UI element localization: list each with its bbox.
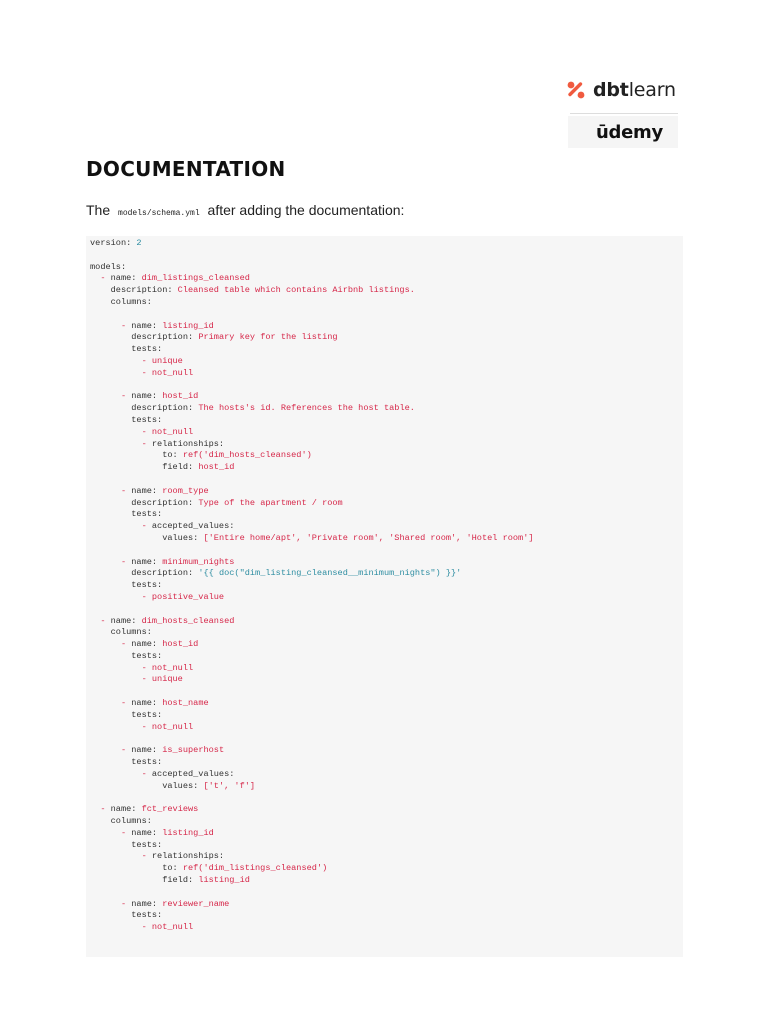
code-line: [90, 380, 534, 392]
code-token: tests:: [90, 757, 163, 768]
code-line: [90, 238, 534, 250]
code-token: to:: [90, 863, 183, 874]
code-block: [86, 236, 683, 957]
code-token: tests:: [90, 509, 163, 520]
code-token: ['Entire home/apt', 'Private room', 'Shared room', 'Hotel room']: [203, 532, 534, 543]
code-token: name:: [131, 556, 163, 567]
code-token: columns:: [90, 816, 152, 827]
code-token: - positive_value: [90, 591, 225, 602]
code-line: [90, 368, 534, 380]
code-token: ['t', 'f']: [203, 780, 256, 791]
code-token: -: [90, 391, 132, 402]
code-token: Cleansed table which contains Airbnb listings.: [177, 285, 415, 296]
code-token: '{{ doc("dim_listing_cleansed__minimum_nights") }}': [198, 568, 462, 579]
code-line: [90, 533, 534, 545]
intro-after: after adding the documentation:: [207, 202, 405, 218]
logo-divider: [570, 113, 678, 114]
code-token: -: [90, 438, 152, 449]
code-token: tests:: [90, 650, 163, 661]
yaml-code: [90, 238, 534, 934]
code-token: -: [90, 898, 132, 909]
code-token: description:: [90, 568, 199, 579]
code-line: [90, 580, 534, 592]
code-line: [90, 321, 534, 333]
code-token: minimum_nights: [162, 556, 235, 567]
code-line: [90, 439, 534, 451]
code-token: tests:: [90, 839, 163, 850]
code-token: -: [90, 745, 132, 756]
code-line: [90, 498, 534, 510]
code-token: name:: [131, 485, 163, 496]
code-line: [90, 450, 534, 462]
code-token: -: [90, 320, 132, 331]
dbt-logo-icon: [566, 80, 586, 100]
code-line: [90, 391, 534, 403]
code-line: [90, 250, 534, 262]
code-token: name:: [110, 615, 142, 626]
code-line: [90, 568, 534, 580]
code-token: dim_hosts_cleansed: [141, 615, 235, 626]
code-line: [90, 710, 534, 722]
code-token: tests:: [90, 910, 163, 921]
code-token: values:: [90, 532, 204, 543]
code-token: tests:: [90, 580, 163, 591]
code-line: [90, 427, 534, 439]
code-token: host_name: [162, 698, 209, 709]
code-line: [90, 828, 534, 840]
code-token: name:: [131, 391, 163, 402]
code-token: relationships:: [151, 851, 225, 862]
code-token: name:: [131, 745, 163, 756]
code-token: relationships:: [151, 438, 225, 449]
code-line: [90, 262, 534, 274]
code-token: -: [90, 827, 132, 838]
code-token: -: [90, 804, 111, 815]
code-token: tests:: [90, 414, 163, 425]
code-token: description:: [90, 285, 178, 296]
code-token: is_superhost: [162, 745, 225, 756]
code-token: version:: [90, 238, 137, 248]
code-line: [90, 899, 534, 911]
code-line: [90, 285, 534, 297]
dbtlearn-wordmark: dbtlearn: [593, 79, 676, 101]
code-token: columns:: [90, 296, 152, 307]
code-line: [90, 733, 534, 745]
intro-text: [86, 202, 404, 218]
code-token: listing_id: [162, 320, 214, 331]
udemy-wordmark: ūdemy: [596, 121, 663, 143]
code-line: [90, 521, 534, 533]
code-token: -: [90, 521, 152, 532]
code-token: - unique: [90, 355, 183, 366]
code-line: [90, 722, 534, 734]
code-token: listing_id: [162, 827, 214, 838]
code-line: [90, 863, 534, 875]
code-token: ref('dim_listings_cleansed'): [182, 863, 328, 874]
code-token: columns:: [90, 627, 152, 638]
code-token: - unique: [90, 674, 183, 685]
code-line: [90, 592, 534, 604]
code-token: - not_null: [90, 922, 194, 933]
code-line: [90, 875, 534, 887]
code-token: -: [90, 768, 152, 779]
code-token: fct_reviews: [141, 804, 199, 815]
code-line: [90, 769, 534, 781]
code-line: [90, 273, 534, 285]
code-token: -: [90, 851, 152, 862]
code-line: [90, 922, 534, 934]
code-token: -: [90, 615, 111, 626]
code-token: -: [90, 639, 132, 650]
code-line: [90, 698, 534, 710]
code-token: -: [90, 556, 132, 567]
code-line: [90, 804, 534, 816]
code-token: name:: [131, 898, 163, 909]
code-line: [90, 604, 534, 616]
code-line: [90, 545, 534, 557]
code-line: [90, 651, 534, 663]
code-line: [90, 309, 534, 321]
code-line: [90, 674, 534, 686]
code-line: [90, 792, 534, 804]
code-token: 2: [136, 238, 142, 248]
intro-before: The: [86, 202, 111, 218]
udemy-logo: [568, 116, 678, 148]
code-token: reviewer_name: [162, 898, 230, 909]
code-line: [90, 616, 534, 628]
code-line: [90, 840, 534, 852]
code-token: name:: [110, 804, 142, 815]
code-line: [90, 627, 534, 639]
code-token: ref('dim_hosts_cleansed'): [182, 450, 312, 461]
code-line: [90, 509, 534, 521]
code-token: - not_null: [90, 721, 194, 732]
code-token: description:: [90, 497, 199, 508]
intro-filename: models/schema.yml: [118, 209, 200, 218]
code-line: [90, 415, 534, 427]
code-token: tests:: [90, 709, 163, 720]
code-token: values:: [90, 780, 204, 791]
code-line: [90, 745, 534, 757]
code-token: name:: [131, 320, 163, 331]
code-line: [90, 344, 534, 356]
code-token: dim_listings_cleansed: [141, 273, 250, 284]
code-line: [90, 403, 534, 415]
code-token: -: [90, 485, 132, 496]
code-token: name:: [131, 698, 163, 709]
code-line: [90, 816, 534, 828]
code-token: models:: [90, 261, 127, 272]
code-line: [90, 297, 534, 309]
code-line: [90, 851, 534, 863]
code-token: - not_null: [90, 367, 194, 378]
code-line: [90, 663, 534, 675]
code-token: listing_id: [198, 875, 250, 886]
code-token: description:: [90, 332, 199, 343]
code-line: [90, 686, 534, 698]
code-token: name:: [131, 827, 163, 838]
code-token: tests:: [90, 344, 163, 355]
code-token: The hosts's id. References the host table.: [198, 403, 415, 414]
code-token: host_id: [198, 462, 235, 473]
code-token: -: [90, 698, 132, 709]
code-line: [90, 887, 534, 899]
code-token: name:: [131, 639, 163, 650]
code-token: accepted_values:: [151, 768, 235, 779]
brand-logos: [566, 78, 684, 148]
code-token: to:: [90, 450, 183, 461]
page-title: DOCUMENTATION: [86, 157, 286, 181]
code-line: [90, 462, 534, 474]
dbtlearn-logo: [566, 78, 684, 102]
code-line: [90, 557, 534, 569]
code-line: [90, 356, 534, 368]
code-line: [90, 757, 534, 769]
code-line: [90, 486, 534, 498]
code-line: [90, 332, 534, 344]
code-token: accepted_values:: [151, 521, 235, 532]
code-line: [90, 474, 534, 486]
code-token: room_type: [162, 485, 209, 496]
code-token: - not_null: [90, 662, 194, 673]
code-line: [90, 639, 534, 651]
code-token: Primary key for the listing: [198, 332, 338, 343]
code-token: field:: [90, 875, 199, 886]
code-token: -: [90, 273, 111, 284]
code-token: description:: [90, 403, 199, 414]
code-token: field:: [90, 462, 199, 473]
code-token: - not_null: [90, 426, 194, 437]
code-token: host_id: [162, 391, 199, 402]
code-token: host_id: [162, 639, 199, 650]
code-token: Type of the apartment / room: [198, 497, 343, 508]
code-token: name:: [110, 273, 142, 284]
code-line: [90, 781, 534, 793]
code-line: [90, 910, 534, 922]
